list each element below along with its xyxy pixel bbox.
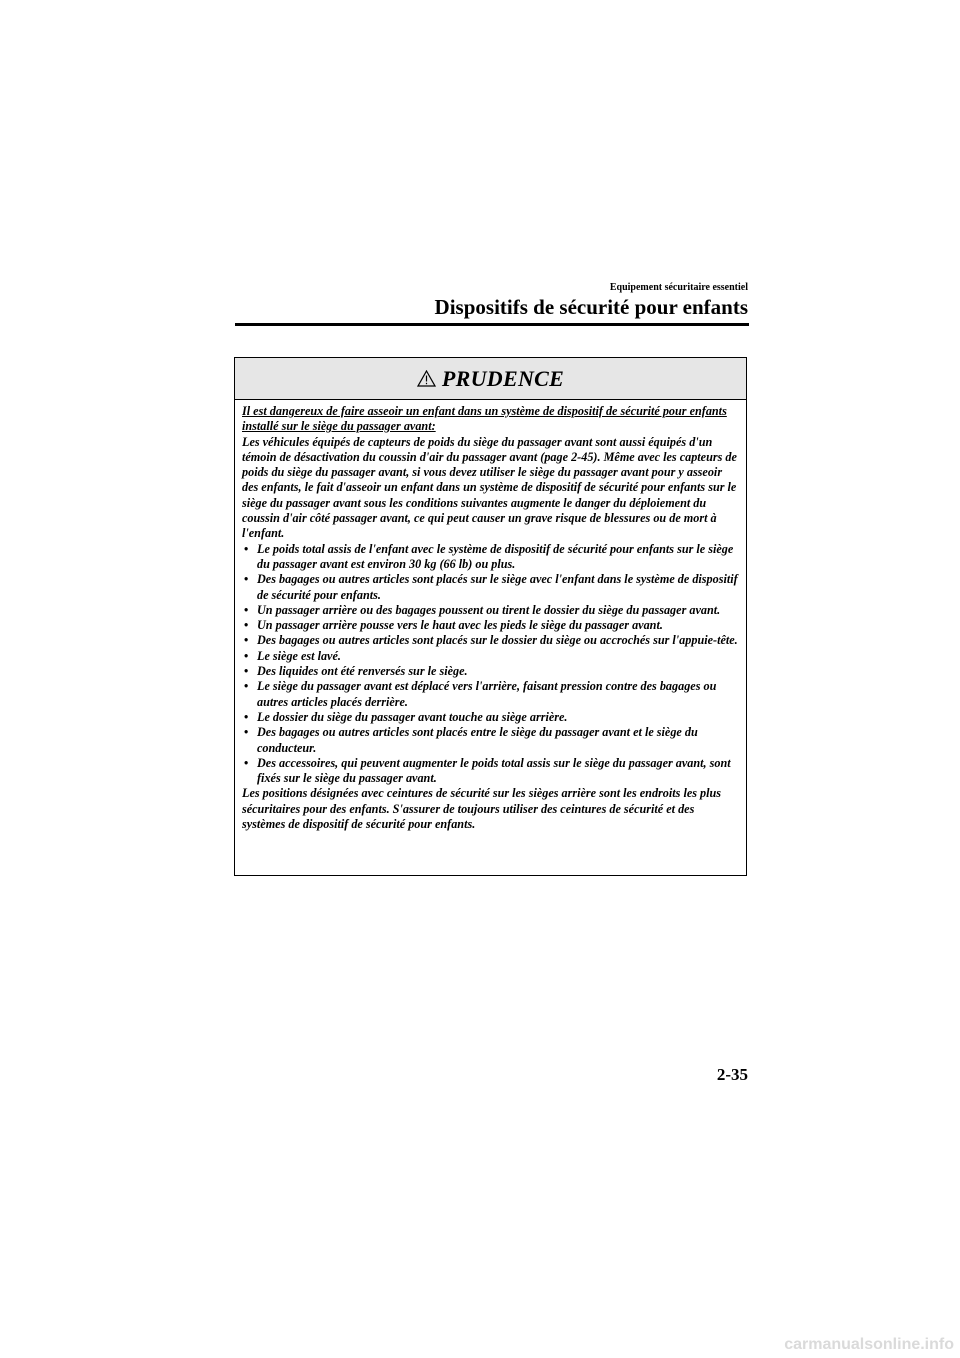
- list-item: • Des liquides ont été renversés sur le siège.: [242, 664, 740, 679]
- list-item: • Le siège du passager avant est déplacé vers l'arrière, faisant pression contre des bagages ou autres articles placés derrière.: [242, 679, 740, 710]
- warning-header: [235, 358, 746, 400]
- list-item: • Des bagages ou autres articles sont placés sur le dossier du siège ou accrochés sur l'appuie-tête.: [242, 633, 740, 648]
- page-title: Dispositifs de sécurité pour enfants: [434, 295, 748, 319]
- warning-closing: Les positions désignées avec ceintures de sécurité sur les sièges arrière sont les endroits les plus sécuritaires pour des enfants. S'assurer de toujours utiliser des ceintures de sécurité et des systèmes de dispositif de sécurité pour enfants.: [242, 786, 722, 832]
- warning-box: [234, 357, 747, 876]
- warning-intro-text: Les véhicules équipés de capteurs de poids du siège du passager avant sont aussi équipés d'un témoin de désactivation du coussin d'air du passager avant (page 2-45). Même avec les capteurs de poids du siège du passager avant, si vous devez utiliser le siège du passager avant pour y asseoir des enfants, le fait d'asseoir un enfant dans un système de dispositif de sécurité pour enfants sur le siège du passager avant sous les conditions suivantes augmente le danger du déploiement du coussin d'air côté passager avant, ce qui peut causer un grave risque de blessures ou de mort à l'enfant.: [242, 434, 737, 541]
- section-label: Equipement sécuritaire essentiel: [609, 282, 748, 293]
- list-item: • Des accessoires, qui peuvent augmenter le poids total assis sur le siège du passager avant, sont fixés sur le siège du passager avant.: [242, 756, 740, 787]
- list-item: • Des bagages ou autres articles sont placés sur le siège avec l'enfant dans le système de dispositif de sécurité pour enfants.: [242, 572, 740, 603]
- warning-conditions-list: [242, 542, 740, 787]
- list-item: • Le poids total assis de l'enfant avec le système de dispositif de sécurité pour enfants sur le siège du passager avant est environ 30 kg (66 lb) ou plus.: [242, 542, 740, 573]
- header-divider: [235, 323, 749, 326]
- warning-title: PRUDENCE: [441, 365, 565, 391]
- list-item: • Des bagages ou autres articles sont placés entre le siège du passager avant et le siège du conducteur.: [242, 725, 740, 756]
- page-number: 2-35: [716, 1065, 748, 1084]
- list-item: • Un passager arrière pousse vers le haut avec les pieds le siège du passager avant.: [242, 618, 740, 633]
- warning-triangle-icon: [417, 370, 436, 387]
- watermark[interactable]: carmanualsonline.info: [784, 1336, 954, 1353]
- list-item: • Le dossier du siège du passager avant touche au siège arrière.: [242, 710, 740, 725]
- warning-body: [235, 400, 746, 832]
- warning-intro-underlined: Il est dangereux de faire asseoir un enfant dans un système de dispositif de sécurité pour enfants installé sur le siège du passager avant:: [242, 404, 727, 434]
- list-item: • Un passager arrière ou des bagages poussent ou tirent le dossier du siège du passager avant.: [242, 603, 740, 618]
- list-item: • Le siège est lavé.: [242, 649, 740, 664]
